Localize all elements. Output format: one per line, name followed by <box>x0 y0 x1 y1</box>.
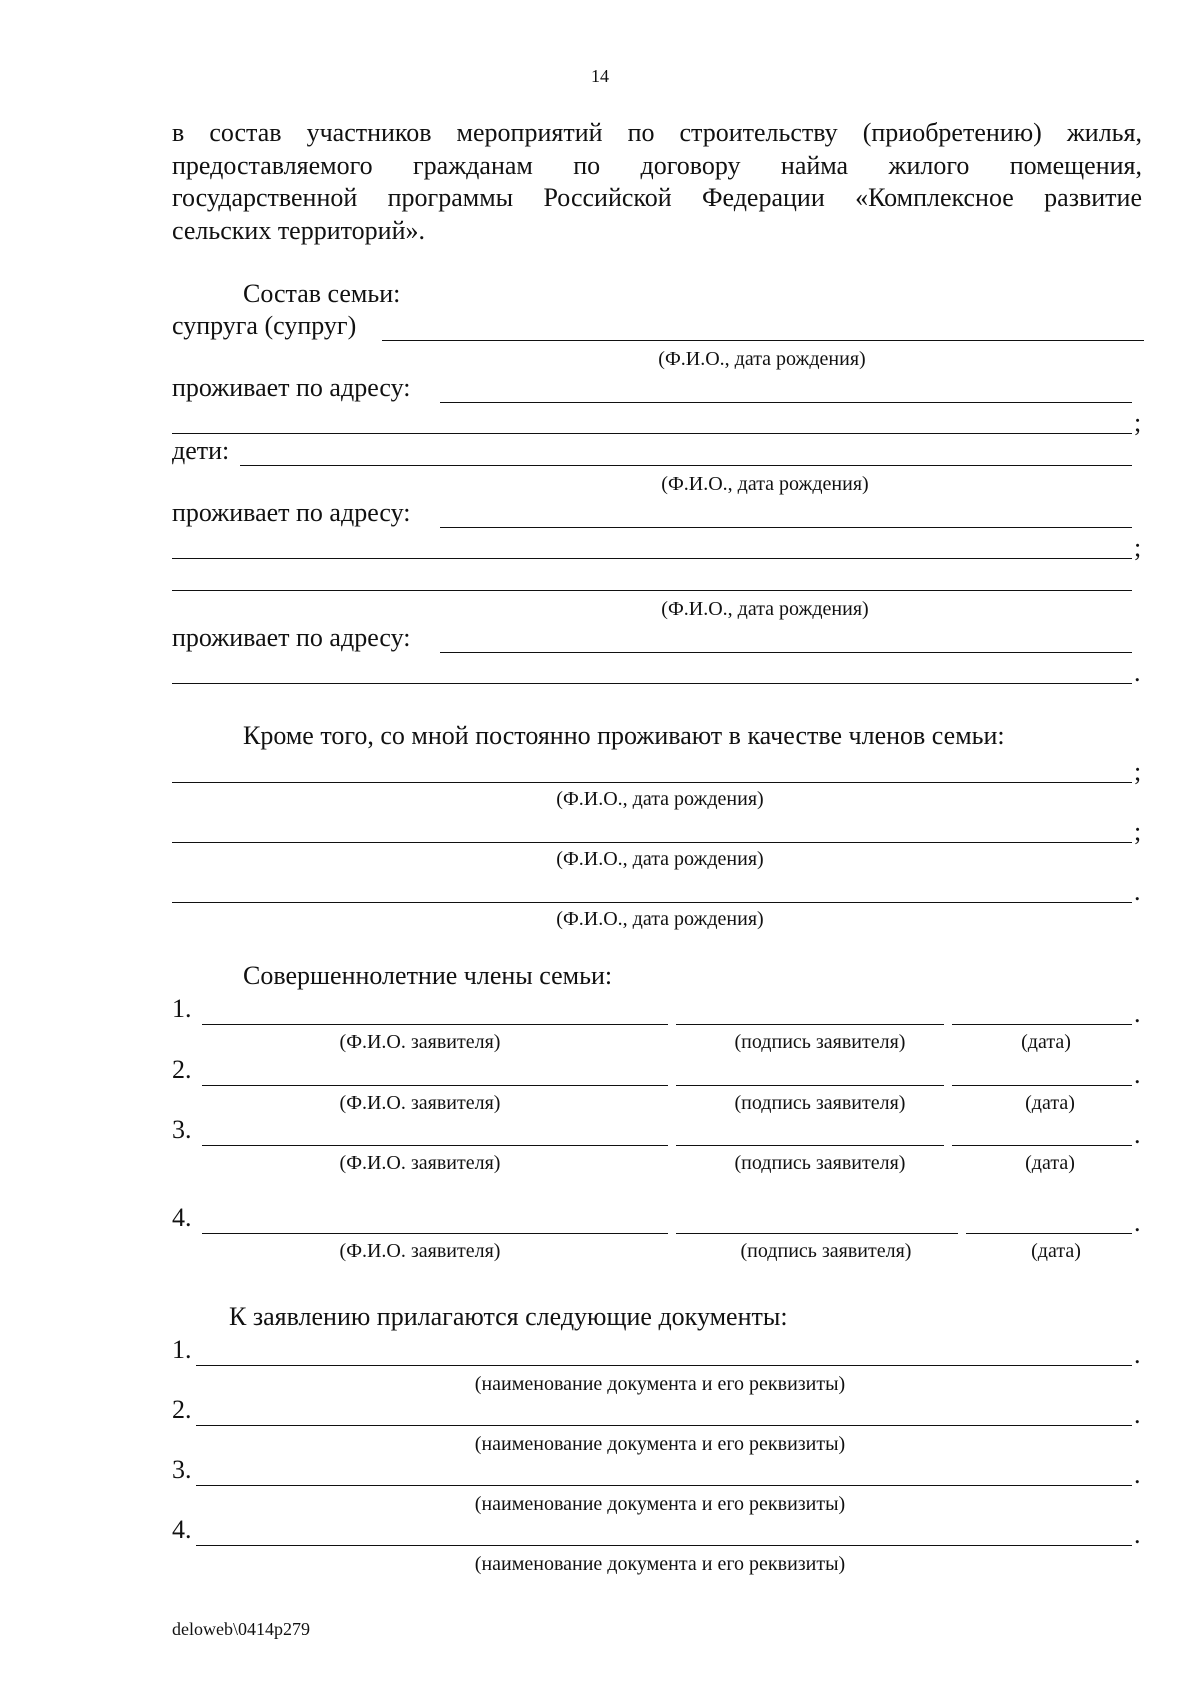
adult-4-date-field[interactable] <box>966 1233 1132 1234</box>
period: . <box>1134 658 1141 687</box>
document-3-field[interactable] <box>196 1485 1132 1486</box>
adult-1-number: 1. <box>172 994 192 1023</box>
adult-2-number: 2. <box>172 1055 192 1084</box>
document-2-caption: (наименование документа и его реквизиты) <box>474 1433 846 1455</box>
period: . <box>1134 999 1141 1028</box>
intro-line: в состав участников мероприятий по строительству (приобретению) жилья, <box>172 118 1142 147</box>
also-living-caption-2: (Ф.И.О., дата рождения) <box>556 848 764 870</box>
adult-3-signature-field[interactable] <box>676 1145 944 1146</box>
adult-3-number: 3. <box>172 1115 192 1144</box>
adult-4-date-caption: (дата) <box>1031 1240 1081 1262</box>
intro-paragraph <box>172 117 1142 247</box>
intro-line: предоставляемого гражданам по договору найма жилого помещения, <box>172 150 1142 180</box>
period: . <box>1134 1208 1141 1237</box>
adult-3-fio-caption: (Ф.И.О. заявителя) <box>339 1152 501 1174</box>
spouse-label: супруга (супруг) <box>172 311 357 340</box>
page-number: 14 <box>591 66 609 86</box>
document-2-field[interactable] <box>196 1425 1132 1426</box>
adult-2-fio-field[interactable] <box>202 1085 668 1086</box>
document-3-number: 3. <box>172 1455 192 1484</box>
adult-2-signature-caption: (подпись заявителя) <box>734 1092 906 1114</box>
semicolon: ; <box>1134 817 1142 846</box>
document-1-field[interactable] <box>196 1365 1132 1366</box>
adult-4-number: 4. <box>172 1203 192 1232</box>
adult-1-signature-field[interactable] <box>676 1024 944 1025</box>
period: . <box>1134 1120 1141 1149</box>
adult-4-fio-field[interactable] <box>202 1233 668 1234</box>
also-living-caption-1: (Ф.И.О., дата рождения) <box>556 788 764 810</box>
child-2-address-field[interactable] <box>440 652 1132 653</box>
document-1-number: 1. <box>172 1335 192 1364</box>
also-living-field-2[interactable] <box>172 842 1132 843</box>
child-2-address-field-2[interactable] <box>172 683 1132 684</box>
child-1-fio-field[interactable] <box>240 465 1132 466</box>
adult-1-fio-caption: (Ф.И.О. заявителя) <box>339 1031 501 1053</box>
child-1-address-field-2[interactable] <box>172 558 1132 559</box>
adult-1-fio-field[interactable] <box>202 1024 668 1025</box>
document-3-caption: (наименование документа и его реквизиты) <box>474 1493 846 1515</box>
spouse-address-field-2[interactable] <box>172 433 1132 434</box>
period: . <box>1134 1460 1141 1489</box>
adult-2-signature-field[interactable] <box>676 1085 944 1086</box>
period: . <box>1134 1060 1141 1089</box>
adult-4-fio-caption: (Ф.И.О. заявителя) <box>339 1240 501 1262</box>
adult-2-date-caption: (дата) <box>1025 1092 1075 1114</box>
document-4-caption: (наименование документа и его реквизиты) <box>474 1553 846 1575</box>
spouse-fio-field[interactable] <box>382 340 1144 341</box>
document-code-footer: deloweb\0414p279 <box>172 1619 310 1639</box>
child-2-fio-caption: (Ф.И.О., дата рождения) <box>661 598 869 620</box>
child-2-fio-field[interactable] <box>172 590 1132 591</box>
document-1-caption: (наименование документа и его реквизиты) <box>474 1373 846 1395</box>
intro-line: сельских территорий». <box>172 215 425 245</box>
child-1-address-field[interactable] <box>440 527 1132 528</box>
also-living-caption-3: (Ф.И.О., дата рождения) <box>556 908 764 930</box>
adult-3-date-field[interactable] <box>952 1145 1132 1146</box>
semicolon: ; <box>1134 757 1142 786</box>
intro-line: государственной программы Российской Федерации «Комплексное развитие <box>172 183 1142 212</box>
spouse-address-field[interactable] <box>440 402 1132 403</box>
adult-2-date-field[interactable] <box>952 1085 1132 1086</box>
child-1-fio-caption: (Ф.И.О., дата рождения) <box>661 473 869 495</box>
adult-1-date-caption: (дата) <box>1021 1031 1071 1053</box>
child-1-address-label: проживает по адресу: <box>172 498 411 527</box>
adult-4-signature-caption: (подпись заявителя) <box>740 1240 912 1262</box>
adult-1-date-field[interactable] <box>952 1024 1132 1025</box>
adult-members-heading: Совершеннолетние члены семьи: <box>243 961 613 990</box>
document-4-field[interactable] <box>196 1545 1132 1546</box>
adult-2-fio-caption: (Ф.И.О. заявителя) <box>339 1092 501 1114</box>
documents-heading: К заявлению прилагаются следующие документы: <box>229 1302 788 1331</box>
also-living-field-1[interactable] <box>172 782 1132 783</box>
children-label: дети: <box>172 436 230 465</box>
family-heading: Состав семьи: <box>243 279 401 308</box>
document-2-number: 2. <box>172 1395 192 1424</box>
adult-3-fio-field[interactable] <box>202 1145 668 1146</box>
adult-3-signature-caption: (подпись заявителя) <box>734 1152 906 1174</box>
also-living-field-3[interactable] <box>172 902 1132 903</box>
spouse-address-label: проживает по адресу: <box>172 373 411 402</box>
document-4-number: 4. <box>172 1515 192 1544</box>
semicolon: ; <box>1134 533 1142 562</box>
adult-3-date-caption: (дата) <box>1025 1152 1075 1174</box>
period: . <box>1134 877 1141 906</box>
period: . <box>1134 1520 1141 1549</box>
child-2-address-label: проживает по адресу: <box>172 623 411 652</box>
spouse-fio-caption: (Ф.И.О., дата рождения) <box>658 348 866 370</box>
period: . <box>1134 1340 1141 1369</box>
also-living-heading: Кроме того, со мной постоянно проживают в качестве членов семьи: <box>243 721 1005 750</box>
semicolon: ; <box>1134 408 1142 437</box>
period: . <box>1134 1400 1141 1429</box>
adult-4-signature-field[interactable] <box>676 1233 958 1234</box>
adult-1-signature-caption: (подпись заявителя) <box>734 1031 906 1053</box>
